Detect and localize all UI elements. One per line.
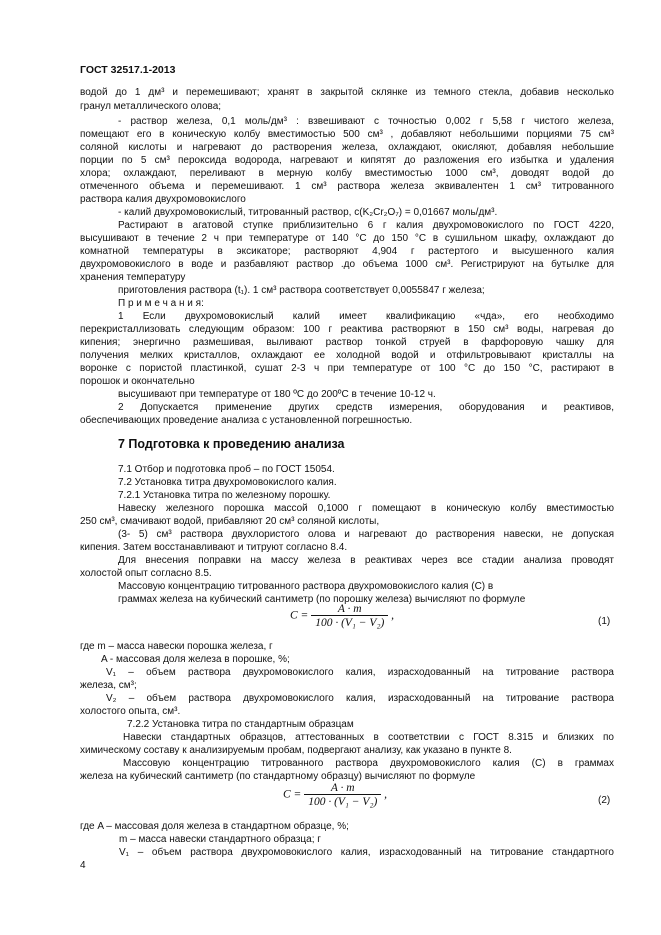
text-line: V₁ – объем раствора двухромовокислого калия, израсходованный на титрование раствора [106,667,614,678]
text-line: Навески стандартных образцов, аттестованных в соответствии с ГОСТ 8.315 и близких по [123,732,614,743]
text-line: перекристаллизовать следующим образом: 100 г реактива растворяют в 150 см³ воды, нагревая до [80,324,614,335]
formula-2-tail: , [384,788,388,801]
text-line: 7.1 Отбор и подготовка проб – по ГОСТ 15054. [118,464,335,475]
text-line: соляной кислоты и нагревают до растворения железа, охлаждают, окисляют, добавляя небольшие [80,142,614,153]
text-line: где A – массовая доля железа в стандартном образце, %; [80,821,349,832]
text-line: кипения. Затем восстанавливают и титруют согласно 8.4. [80,542,348,553]
formula-2-fraction [304,782,381,808]
text-line: высушивают в течение 2 ч при температуре от 140 °С до 150 °С в сушильном шкафу, охлаждают до [80,233,614,244]
text-line: порошок и окончательно [80,376,195,387]
text-line: воронке с пористой пластинкой, сушат 2-3 ч при температуре от 100 °С до 150 °С, растирают в [80,363,614,374]
text-line: 7.2.2 Установка титра по стандартным образцам [127,719,354,730]
text-line: железа на кубический сантиметр (по стандартному образцу) вычисляют по формуле [80,771,476,782]
text-line: Массовую концентрацию титрованного раствора двухромовокислого калия (C) в [118,581,494,592]
text-line: приготовления раствора (t₁). 1 см³ раствора соответствует 0,0055847 г железа; [118,285,485,296]
text-line: кипения; энергично размешивая, выливают раствор тонкой струей в фарфоровую чашку для [80,337,614,348]
text-line: гранул металлического олова; [80,101,222,112]
formula-1-number: (1) [598,616,611,627]
text-line: Навеску железного порошка массой 0,1000 г помещают в коническую колбу вместимостью [118,503,614,514]
text-line: Массовую концентрацию титрованного раствора двухромовокислого калия (C) в граммах [123,758,614,769]
text-line: 250 см³, смачивают водой, прибавляют 20 см³ соляной кислоты, [80,516,380,527]
text-line: химическому составу к анализируемым пробам, подвергают анализу, как указано в пункте 8. [80,745,512,756]
formula-1-tail: , [391,609,395,622]
formula-2-lhs: C = [283,788,302,801]
text-line: V₂ – объем раствора двухромовокислого калия, израсходованный на титрование раствора [106,693,614,704]
text-line: (3- 5) см³ раствора двухлористого олова и нагревают до растворения навески, не допуская [118,529,614,540]
document-header: ГОСТ 32517.1-2013 [80,64,176,76]
formula-2-denominator: 100 · (V₁ − V₂) [304,794,381,808]
page-number: 4 [80,860,86,871]
text-line: хранения температуру [80,272,186,283]
formula-1-denominator: 100 · (V₁ − V₂) [311,615,388,629]
text-line: A - массовая доля железа в порошке, %; [101,654,290,665]
text-line: высушивают при температуре от 180 ºС до 200ºС в течение 10-12 ч. [118,389,436,400]
text-line: 7.2 Установка титра двухромовокислого калия. [118,477,337,488]
text-line: 1 Если двухромовокислый калий имеет квалификацию «чда», его необходимо [118,311,614,322]
formula-2-numerator: A · m [330,782,355,794]
text-line: 7.2.1 Установка титра по железному порошку. [118,490,331,501]
text-line: 2 Допускается применение других средств измерения, оборудования и реактивов, [118,402,614,413]
formula-2-number: (2) [598,795,611,806]
text-line: V₁ – объем раствора двухромовокислого калия, израсходованный на титрование стандартного [119,847,614,858]
formula-1-lhs: C = [290,609,309,622]
formula-1 [290,603,394,629]
text-line: комнатной температуры в эксикаторе; растворяют 4,904 г растертого и высушенного калия [80,246,614,257]
text-line: Для внесения поправки на массу железа в реактивах через все стадии анализа проводят [118,555,614,566]
formula-1-numerator: A · m [337,603,362,615]
text-line: двухромовокислого в воде и разбавляют раствор .до объема 1000 см³. Регистрируют на бутылке для [80,259,614,270]
text-line: граммах железа на кубический сантиметр (по порошку железа) вычисляют по формуле [118,594,526,605]
text-line: - калий двухромовокислый, титрованный раствор, с(K₂Cr₂O₇) = 0,01667 моль/дм³. [118,207,498,218]
text-line: П р и м е ч а н и я: [118,298,204,309]
formula-1-fraction [311,603,388,629]
text-line: порции по 5 см³ пероксида водорода, нагревают и кипятят до разложения его избытка и удаления [80,155,614,166]
text-line: обеспечивающих проведение анализа с установленной погрешностью. [80,415,413,426]
text-line: где m – масса навески порошка железа, г [80,641,273,652]
text-line: водой до 1 дм³ и перемешивают; хранят в закрытой склянке из темного стекла, добавив несколько [80,87,614,98]
text-line: помещают его в коническую колбу вместимостью 500 см³ , добавляют небольшими порциями 75 см³ [80,129,614,140]
text-line: m – масса навески стандартного образца; г [119,834,321,845]
text-line: Растирают в агатовой ступке приблизительно 6 г калия двухромовокислого по ГОСТ 4220, [118,220,614,231]
text-line: получения мелких кристаллов, охлаждают ее холодной водой и отфильтровывают кристаллы на [80,350,614,361]
text-line: отмеченного объема и перемешивают. 1 см³ раствора железа эквивалентен 1 см³ титрованного [80,181,614,192]
section-title: 7 Подготовка к проведению анализа [118,437,345,451]
text-line: железа, см³; [80,680,137,691]
text-line: хлора; охлаждают, переливают в мерную колбу вместимостью 1000 см³, доводят водой до [80,168,614,179]
text-line: раствора калия двухромовокислого [80,194,246,205]
text-line: холостого опыта, см³. [80,706,181,717]
text-line: холостой опыт согласно 8.5. [80,568,212,579]
formula-2 [283,782,387,808]
text-line: - раствор железа, 0,1 моль/дм³ : взвешивают с точностью 0,002 г 5,58 г чистого железа, [118,116,614,127]
